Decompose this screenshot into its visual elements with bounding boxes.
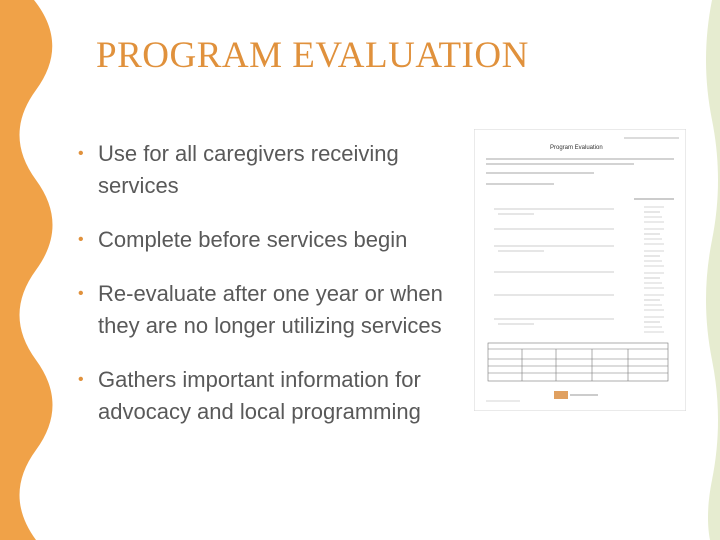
bullet-text: Re-evaluate after one year or when they are no longer utilizing services xyxy=(98,281,443,338)
left-wave-band xyxy=(0,0,60,540)
bullet-dot-icon: • xyxy=(78,285,84,302)
bullet-text: Use for all caregivers receiving services xyxy=(98,141,399,198)
bullet-list xyxy=(78,138,458,450)
bullet-text: Gathers important information for advocacy and local programming xyxy=(98,367,421,424)
bullet-dot-icon: • xyxy=(78,231,84,248)
bullet-item xyxy=(78,138,458,202)
evaluation-form-image xyxy=(474,129,686,411)
right-wave-band xyxy=(702,0,720,540)
bullet-item xyxy=(78,364,458,428)
bullet-text: Complete before services begin xyxy=(98,227,408,252)
bullet-dot-icon: • xyxy=(78,371,84,388)
bullet-dot-icon: • xyxy=(78,145,84,162)
slide-title: PROGRAM EVALUATION xyxy=(96,35,529,76)
bullet-item xyxy=(78,278,458,342)
form-title-text: Program Evaluation xyxy=(550,145,603,151)
bullet-item xyxy=(78,224,458,256)
